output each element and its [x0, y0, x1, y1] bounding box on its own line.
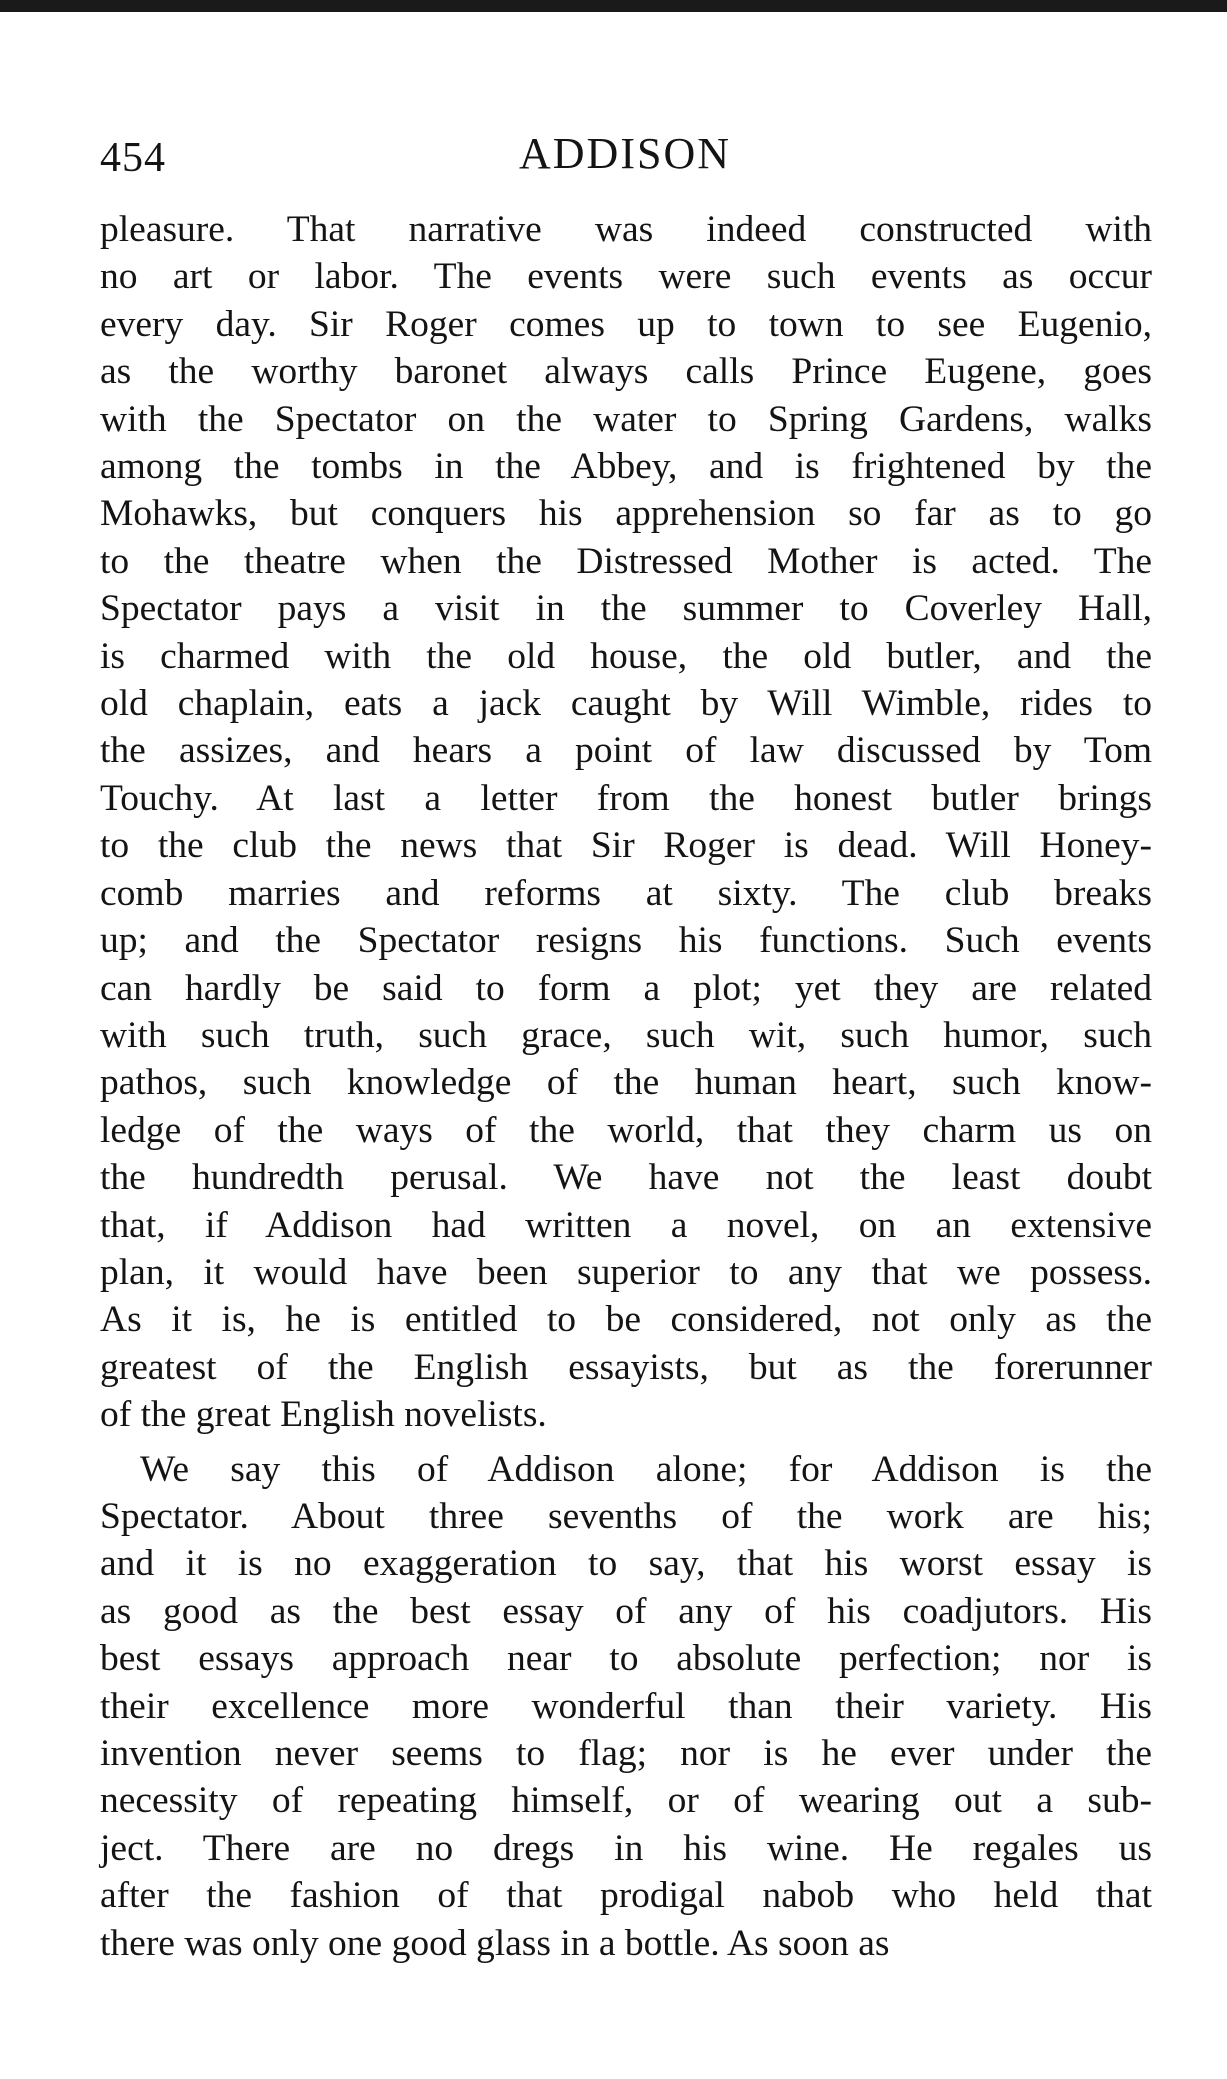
text-line: as good as the best essay of any of his coadjutors. His — [100, 1590, 1152, 1632]
text-line: Spectator pays a visit in the summer to Coverley Hall, — [100, 588, 1152, 630]
text-line: among the tombs in the Abbey, and is frightened by the — [100, 446, 1152, 488]
text-line: with the Spectator on the water to Spring Gardens, walks — [100, 398, 1152, 440]
text-line: Spectator. About three sevenths of the work are his; — [100, 1495, 1152, 1537]
text-line: with such truth, such grace, such wit, such humor, such — [100, 1014, 1152, 1056]
text-line: every day. Sir Roger comes up to town to see Eugenio, — [100, 303, 1152, 345]
text-line: invention never seems to flag; nor is he ever under the — [100, 1733, 1152, 1774]
paragraph-gap — [100, 1439, 1152, 1446]
text-line: pleasure. That narrative was indeed constructed with — [100, 209, 1152, 250]
body-text — [100, 206, 1152, 1967]
text-line: of the great English novelists. — [100, 1394, 547, 1436]
paragraph — [100, 1446, 1152, 1967]
text-line: as the worthy baronet always calls Prince Eugene, goes — [100, 351, 1152, 393]
top-border-rule — [0, 0, 1227, 12]
text-line: there was only one good glass in a bottle. As soon as — [100, 1922, 890, 1964]
text-line: Touchy. At last a letter from the honest butler brings — [100, 777, 1152, 819]
text-line: We say this of Addison alone; for Addison is the — [140, 1448, 1152, 1490]
text-line: to the theatre when the Distressed Mother is acted. The — [100, 540, 1152, 582]
text-line: pathos, such knowledge of the human heart, such know- — [100, 1062, 1152, 1104]
text-line: their excellence more wonderful than their variety. His — [100, 1685, 1152, 1727]
text-line: necessity of repeating himself, or of wearing out a sub- — [100, 1780, 1152, 1822]
text-line: As it is, he is entitled to be considered, not only as the — [100, 1299, 1152, 1341]
text-line: after the fashion of that prodigal nabob who held that — [100, 1875, 1152, 1917]
text-line: that, if Addison had written a novel, on an extensive — [100, 1204, 1152, 1246]
text-line: no art or labor. The events were such events as occur — [100, 256, 1152, 298]
text-line: is charmed with the old house, the old butler, and the — [100, 635, 1152, 677]
text-line: comb marries and reforms at sixty. The club breaks — [100, 872, 1152, 914]
text-line: best essays approach near to absolute perfection; nor is — [100, 1638, 1152, 1680]
page-header — [100, 128, 1150, 188]
text-line: can hardly be said to form a plot; yet they are related — [100, 967, 1152, 1009]
text-line: ject. There are no dregs in his wine. He regales us — [100, 1827, 1152, 1869]
text-line: up; and the Spectator resigns his functions. Such events — [100, 920, 1152, 962]
text-line: ledge of the ways of the world, that they charm us on — [100, 1109, 1152, 1151]
text-line: and it is no exaggeration to say, that his worst essay is — [100, 1543, 1152, 1585]
text-line: Mohawks, but conquers his apprehension so far as to go — [100, 493, 1152, 535]
text-line: to the club the news that Sir Roger is dead. Will Honey- — [100, 825, 1152, 867]
text-line: the hundredth perusal. We have not the least doubt — [100, 1157, 1152, 1199]
text-line: plan, it would have been superior to any that we possess. — [100, 1251, 1152, 1293]
text-line: old chaplain, eats a jack caught by Will Wimble, rides to — [100, 683, 1152, 725]
text-line: greatest of the English essayists, but as the forerunner — [100, 1346, 1152, 1388]
page-number: 454 — [100, 135, 166, 181]
paragraph — [100, 206, 1152, 1439]
running-title: ADDISON — [519, 129, 731, 178]
text-line: the assizes, and hears a point of law discussed by Tom — [100, 730, 1152, 772]
